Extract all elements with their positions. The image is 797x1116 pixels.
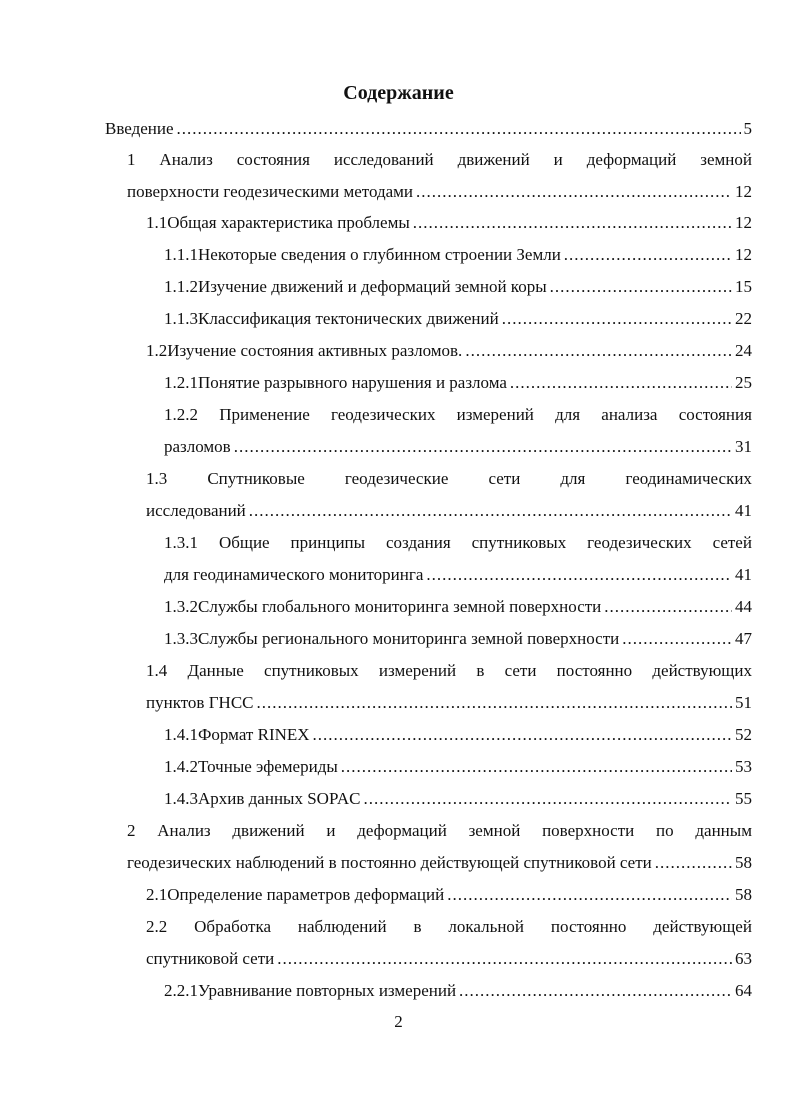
leader-dots [277,947,732,971]
word: в [476,661,485,680]
toc-entry-text: Общая характеристика проблемы [167,213,410,232]
word: Применение [219,405,310,424]
leader-dots [510,371,732,395]
toc-entry-number: 1.2.1 [164,373,198,392]
toc-entry-s1-2-2-line1[interactable] [164,403,752,427]
toc-entry-number: 2.2 [146,917,168,936]
word: спутниковых [471,533,567,552]
leader-dots [465,339,732,363]
toc-entry-text: разломов [164,437,231,456]
word: анализа [601,405,658,424]
leader-dots [655,851,732,875]
word: и [326,821,336,840]
word: сети [504,661,537,680]
toc-entry-s1-3-line2[interactable] [146,499,752,523]
toc-entry-number: 1.4 [146,661,168,680]
leader-dots [550,275,732,299]
word: геодезических [587,533,692,552]
toc-page-number: 25 [735,373,752,392]
toc-entry-number: 2 [127,821,136,840]
toc-page-number: 47 [735,629,752,648]
toc-entry-s2-1[interactable] [146,883,752,907]
word: Общие [218,533,270,552]
toc-entry-text: Понятие разрывного нарушения и разлома [198,373,507,392]
toc-entry-s1-4-2[interactable] [164,755,752,779]
toc-page-number: 5 [743,119,752,138]
leader-dots [447,883,732,907]
toc-page-number: 53 [735,757,752,776]
toc-page-number: 63 [735,949,752,968]
word: Анализ [159,150,213,169]
toc-entry-text: исследований [146,501,246,520]
toc-entry-number: 1.3.1 [164,533,198,552]
toc-page-number: 12 [735,245,752,264]
word: создания [386,533,451,552]
toc-page-number: 22 [735,309,752,328]
toc-entry-text: поверхности геодезическими методами [127,182,414,201]
toc-page-number: 41 [735,501,752,520]
toc-entry-text: Классификация тектонических движений [198,309,499,328]
toc-entry-s2-line1[interactable] [127,819,752,843]
toc-entry-s1-3-1-line1[interactable] [164,531,752,555]
leader-dots [177,117,741,141]
toc-page-number: 58 [735,853,752,872]
toc-entry-text: Уравнивание повторных измерений [198,981,457,1000]
toc-entry-s1-3-2[interactable] [164,595,752,619]
word: для [555,405,581,424]
toc-entry-s1-2[interactable] [146,339,752,363]
word: постоянно [556,661,633,680]
word: Анализ [157,821,211,840]
word: наблюдений [297,917,387,936]
toc-entry-text: Некоторые сведения о глубинном строении Земли [198,245,561,264]
toc-entry-s1-line1[interactable] [127,148,752,172]
toc-entry-s2-2-1[interactable] [164,979,752,1003]
toc-entry-s1-1-2[interactable] [164,275,752,299]
word: действующей [653,917,752,936]
word: принципы [290,533,366,552]
word: спутниковых [264,661,359,680]
toc-entry-number: 1.4.3 [164,789,198,808]
toc-entry-s1-3-3[interactable] [164,627,752,651]
toc-entry-text: Изучение состояния активных разломов. [167,341,463,360]
toc-entry-text: Архив данных SOPAC [198,789,361,808]
word: измерений [456,405,534,424]
toc-page-number: 41 [735,565,752,584]
toc-entry-text: Изучение движений и деформаций земной коры [198,277,547,296]
word: и [553,150,563,169]
word: локальной [448,917,525,936]
word: движений [457,150,530,169]
toc-entry-text: для геодинамического мониторинга [164,565,424,584]
toc-entry-text: Точные эфемериды [198,757,338,776]
word: измерений [378,661,457,680]
toc-entry-number: 1.3.2 [164,597,198,616]
toc-entry-text: Введение [105,119,174,138]
toc-entry-text: Определение параметров деформаций [167,885,445,904]
toc-page-number: 12 [735,182,752,201]
word: по [656,821,674,840]
leader-dots [234,435,732,459]
word: Спутниковые [207,469,305,488]
word: деформаций [357,821,447,840]
toc-entry-s1-2-1[interactable] [164,371,752,395]
toc-entry-text: геодезических наблюдений в постоянно действующей спутниковой сети [127,853,652,872]
toc-entry-s1-3-line1[interactable] [146,467,752,491]
word: земной [700,150,752,169]
word: геодезических [331,405,436,424]
toc-entry-intro[interactable] [105,117,752,141]
word: поверхности [542,821,635,840]
toc-entry-number: 1.3.3 [164,629,198,648]
toc-entry-number: 2.1 [146,885,168,904]
word: для [560,469,586,488]
word: геодинамических [625,469,752,488]
word: Обработка [194,917,272,936]
leader-dots [502,307,732,331]
leader-dots [459,979,732,1003]
leader-dots [257,691,733,715]
toc-page-number: 12 [735,213,752,232]
toc-entry-number: 1.2 [146,341,168,360]
word: состояния [678,405,752,424]
toc-entry-number: 1.2.2 [164,405,198,424]
toc-entry-number: 1.3 [146,469,168,488]
word: исследований [333,150,434,169]
leader-dots [604,595,732,619]
toc-entry-s2-2-line1[interactable] [146,915,752,939]
leader-dots [622,627,732,651]
toc-entry-number: 1.1.3 [164,309,198,328]
leader-dots [413,211,732,235]
word: Данные [187,661,244,680]
toc-entry-number: 1.4.1 [164,725,198,744]
toc-entry-s2-2-line2[interactable] [146,947,752,971]
toc-entry-s1-4-3[interactable] [164,787,752,811]
toc-entry-s1-4-1[interactable] [164,723,752,747]
toc-entry-text: спутниковой сети [146,949,275,968]
toc-entry-s1-1[interactable] [146,211,752,235]
word: действующих [652,661,752,680]
toc-entry-number: 2.2.1 [164,981,198,1000]
toc-entry-text: пунктов ГНСС [146,693,254,712]
leader-dots [313,723,732,747]
word: сетей [712,533,752,552]
toc-entry-number: 1.1.2 [164,277,198,296]
leader-dots [341,755,732,779]
page-number: 2 [394,1012,403,1031]
toc-entry-text: Службы регионального мониторинга земной поверхности [198,629,620,648]
toc-page-number: 51 [735,693,752,712]
toc-entry-s1-4-line2[interactable] [146,691,752,715]
leader-dots [249,499,732,523]
leader-dots [426,563,732,587]
word: постоянно [550,917,627,936]
toc-entry-text: Формат RINEX [198,725,310,744]
toc-entry-s1-4-line1[interactable] [146,659,752,683]
toc-entry-s1-1-1[interactable] [164,243,752,267]
toc-entry-s2-line2[interactable] [127,851,752,875]
toc-entry-s1-3-1-line2[interactable] [164,563,752,587]
word: сети [488,469,521,488]
toc-page-number: 31 [735,437,752,456]
leader-dots [564,243,732,267]
toc-page-number: 24 [735,341,752,360]
toc-page-number: 58 [735,885,752,904]
toc-page-number: 55 [735,789,752,808]
toc-entry-s1-line2[interactable] [127,180,752,204]
word: состояния [236,150,310,169]
word: деформаций [586,150,677,169]
toc-page-number: 15 [735,277,752,296]
toc-entry-number: 1.1 [146,213,168,232]
toc-entry-text: Службы глобального мониторинга земной поверхности [198,597,602,616]
toc-entry-number: 1.4.2 [164,757,198,776]
toc-entry-s1-1-3[interactable] [164,307,752,331]
toc-page-number: 52 [735,725,752,744]
leader-dots [363,787,732,811]
toc-entry-number: 1.1.1 [164,245,198,264]
word: данным [695,821,752,840]
word: земной [468,821,521,840]
toc-page-number: 44 [735,597,752,616]
leader-dots [416,180,732,204]
word: движений [232,821,305,840]
word: в [413,917,422,936]
page-title: Содержание [343,82,454,104]
word: геодезические [344,469,449,488]
toc-page-number: 64 [735,981,752,1000]
toc-entry-s1-2-2-line2[interactable] [164,435,752,459]
toc-entry-number: 1 [127,150,136,169]
